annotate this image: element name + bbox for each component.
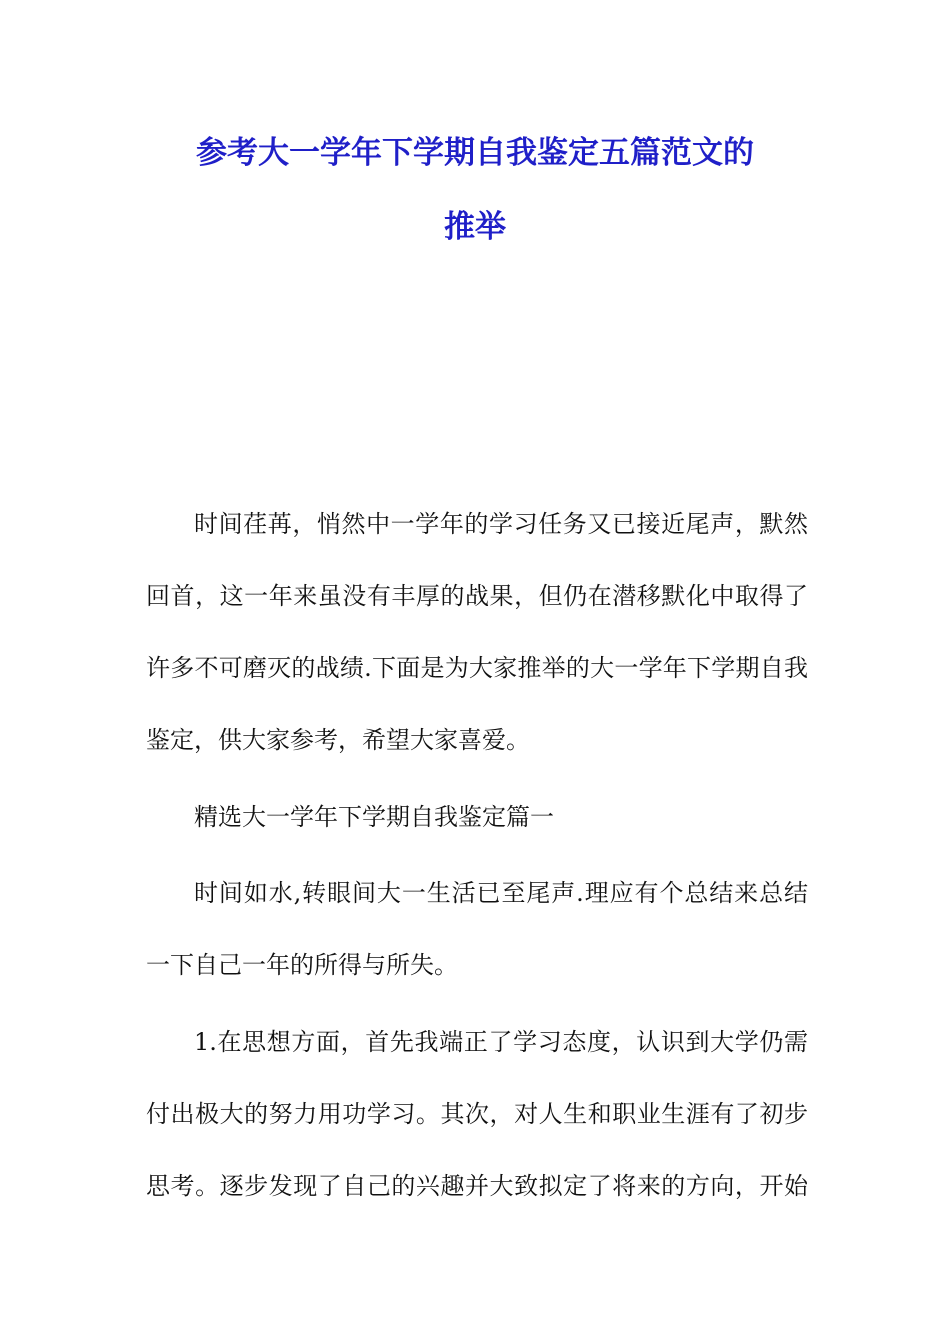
paragraph-1-line-3: 许多不可磨灭的战绩.下面是为大家推举的大一学年下学期自我 [146,654,808,682]
paragraph-4-line-1: 1.在思想方面，首先我端正了学习态度，认识到大学仍需 [194,1028,808,1056]
paragraph-4-line-3: 思考。逐步发现了自己的兴趣并大致拟定了将来的方向，开始 [146,1172,808,1200]
paragraph-1-line-1: 时间荏苒，悄然中一学年的学习任务又已接近尾声，默然 [194,510,808,538]
paragraph-1-line-2: 回首，这一年来虽没有丰厚的战果，但仍在潜移默化中取得了 [146,582,808,610]
paragraph-3-line-1: 时间如水,转眼间大一生活已至尾声.理应有个总结来总结 [194,879,808,907]
document-title-line-1: 参考大一学年下学期自我鉴定五篇范文的 [196,135,754,171]
paragraph-4-line-2: 付出极大的努力用功学习。其次，对人生和职业生涯有了初步 [146,1100,808,1128]
paragraph-3-line-2: 一下自己一年的所得与所失。 [146,951,458,979]
document-title-line-2: 推举 [444,209,506,245]
paragraph-1-line-4: 鉴定，供大家参考，希望大家喜爱。 [146,726,530,754]
section-heading-1: 精选大一学年下学期自我鉴定篇一 [194,803,554,831]
